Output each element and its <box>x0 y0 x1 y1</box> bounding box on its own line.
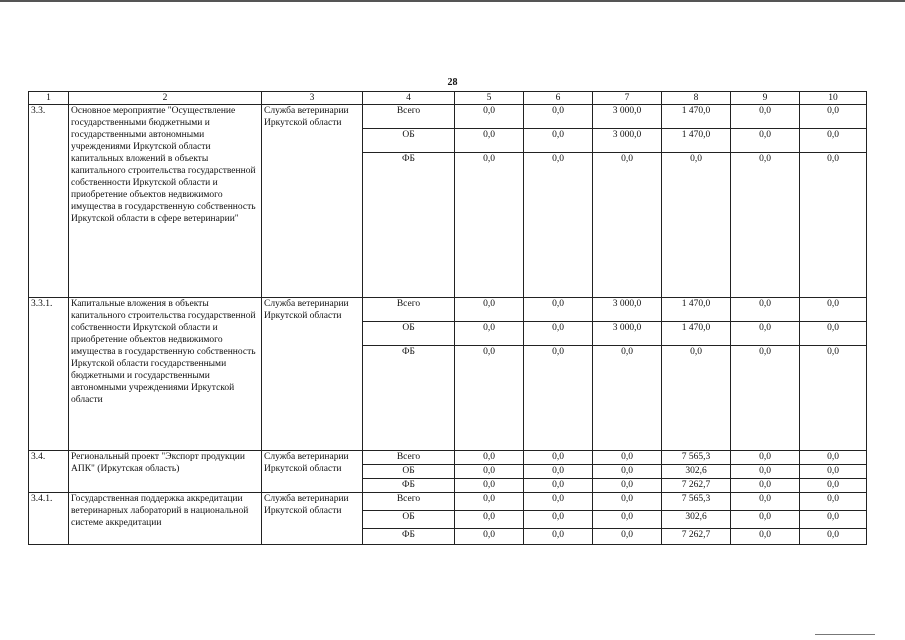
funding-amount: 0,0 <box>593 529 662 545</box>
funding-amount: 0,0 <box>524 451 593 465</box>
funding-amount: 302,6 <box>662 511 731 529</box>
funding-amount: 0,0 <box>524 529 593 545</box>
funding-amount: 1 470,0 <box>662 105 731 129</box>
funding-amount: 0,0 <box>731 493 800 511</box>
funding-amount: 0,0 <box>731 105 800 129</box>
funding-amount: 0,0 <box>800 129 867 153</box>
funding-source: ОБ <box>363 129 455 153</box>
funding-amount: 7 262,7 <box>662 529 731 545</box>
funding-amount: 0,0 <box>455 129 524 153</box>
financing-table <box>28 91 867 545</box>
funding-amount: 0,0 <box>455 465 524 479</box>
funding-amount: 0,0 <box>800 479 867 493</box>
funding-source: Всего <box>363 298 455 322</box>
item-number: 3.4. <box>29 451 69 493</box>
funding-amount: 0,0 <box>524 129 593 153</box>
funding-amount: 0,0 <box>800 465 867 479</box>
funding-amount: 0,0 <box>800 298 867 322</box>
funding-amount: 0,0 <box>455 479 524 493</box>
funding-amount: 7 565,3 <box>662 451 731 465</box>
funding-amount: 0,0 <box>800 153 867 298</box>
column-number: 4 <box>363 92 455 105</box>
funding-amount: 3 000,0 <box>593 129 662 153</box>
responsible-executor: Служба ветеринарии Иркутской области <box>262 298 363 451</box>
responsible-executor: Служба ветеринарии Иркутской области <box>262 493 363 545</box>
table-row <box>29 493 867 511</box>
column-number: 7 <box>593 92 662 105</box>
funding-amount: 0,0 <box>800 529 867 545</box>
page-number: 28 <box>447 77 458 88</box>
funding-amount: 0,0 <box>593 493 662 511</box>
funding-amount: 0,0 <box>731 479 800 493</box>
column-number: 10 <box>800 92 867 105</box>
responsible-executor: Служба ветеринарии Иркутской области <box>262 451 363 493</box>
item-number: 3.4.1. <box>29 493 69 545</box>
funding-amount: 0,0 <box>800 346 867 451</box>
funding-source: Всего <box>363 493 455 511</box>
funding-amount: 0,0 <box>524 465 593 479</box>
column-number: 8 <box>662 92 731 105</box>
funding-amount: 0,0 <box>455 511 524 529</box>
funding-amount: 0,0 <box>731 322 800 346</box>
funding-amount: 0,0 <box>731 298 800 322</box>
funding-amount: 0,0 <box>524 493 593 511</box>
column-number: 2 <box>69 92 262 105</box>
funding-amount: 0,0 <box>455 153 524 298</box>
funding-amount: 3 000,0 <box>593 105 662 129</box>
funding-amount: 0,0 <box>800 451 867 465</box>
funding-source: ФБ <box>363 529 455 545</box>
funding-amount: 0,0 <box>662 346 731 451</box>
funding-amount: 0,0 <box>731 529 800 545</box>
funding-source: ОБ <box>363 511 455 529</box>
funding-amount: 1 470,0 <box>662 322 731 346</box>
item-number: 3.3. <box>29 105 69 298</box>
column-number: 1 <box>29 92 69 105</box>
funding-amount: 0,0 <box>455 105 524 129</box>
funding-amount: 7 262,7 <box>662 479 731 493</box>
table-row <box>29 451 867 465</box>
funding-source: ФБ <box>363 479 455 493</box>
funding-amount: 0,0 <box>731 511 800 529</box>
item-name: Основное мероприятие "Осуществление государственными бюджетными и государственными автономными учреждениями Иркутской области капитальных вложений в объекты капитального строительства государственной собственности Иркутской области и приобретение объектов недвижимого имущества в государственную собственность Иркутской области в сфере ветеринарии" <box>69 105 262 298</box>
funding-amount: 0,0 <box>455 322 524 346</box>
funding-amount: 0,0 <box>524 511 593 529</box>
funding-amount: 0,0 <box>524 105 593 129</box>
funding-amount: 0,0 <box>731 346 800 451</box>
funding-amount: 1 470,0 <box>662 298 731 322</box>
table-body <box>29 92 867 545</box>
funding-amount: 0,0 <box>593 346 662 451</box>
column-number: 5 <box>455 92 524 105</box>
funding-amount: 0,0 <box>593 511 662 529</box>
funding-source: ОБ <box>363 465 455 479</box>
funding-amount: 0,0 <box>593 451 662 465</box>
item-name: Региональный проект "Экспорт продукции АПК" (Иркутская область) <box>69 451 262 493</box>
funding-amount: 0,0 <box>524 298 593 322</box>
funding-amount: 0,0 <box>731 465 800 479</box>
funding-amount: 0,0 <box>524 346 593 451</box>
funding-amount: 0,0 <box>731 129 800 153</box>
scan-artifact-line <box>815 634 875 635</box>
table-row <box>29 105 867 129</box>
column-number: 3 <box>262 92 363 105</box>
item-name: Государственная поддержка аккредитации ветеринарных лабораторий в национальной системе аккредитации <box>69 493 262 545</box>
funding-amount: 0,0 <box>800 105 867 129</box>
funding-source: Всего <box>363 105 455 129</box>
funding-amount: 0,0 <box>800 511 867 529</box>
funding-amount: 0,0 <box>662 153 731 298</box>
item-name: Капитальные вложения в объекты капитального строительства государственной собственности Иркутской области и приобретение объектов недвижимого имущества в государственную собственность Иркутской области государственными бюджетными и государственными автономными учреждениями Иркутской области <box>69 298 262 451</box>
funding-amount: 0,0 <box>455 529 524 545</box>
table-row <box>29 298 867 322</box>
responsible-executor: Служба ветеринарии Иркутской области <box>262 105 363 298</box>
funding-amount: 0,0 <box>455 493 524 511</box>
page-top-border <box>0 0 905 2</box>
funding-amount: 7 565,3 <box>662 493 731 511</box>
funding-amount: 0,0 <box>800 493 867 511</box>
column-number-row <box>29 92 867 105</box>
funding-amount: 0,0 <box>455 298 524 322</box>
funding-amount: 0,0 <box>800 322 867 346</box>
column-number: 6 <box>524 92 593 105</box>
funding-amount: 0,0 <box>524 479 593 493</box>
funding-amount: 0,0 <box>455 346 524 451</box>
funding-amount: 0,0 <box>731 451 800 465</box>
funding-amount: 3 000,0 <box>593 322 662 346</box>
funding-amount: 0,0 <box>731 153 800 298</box>
funding-amount: 302,6 <box>662 465 731 479</box>
funding-amount: 0,0 <box>593 479 662 493</box>
item-number: 3.3.1. <box>29 298 69 451</box>
funding-amount: 0,0 <box>455 451 524 465</box>
column-number: 9 <box>731 92 800 105</box>
funding-amount: 0,0 <box>593 465 662 479</box>
funding-amount: 3 000,0 <box>593 298 662 322</box>
funding-amount: 0,0 <box>524 322 593 346</box>
funding-source: ОБ <box>363 322 455 346</box>
funding-source: ФБ <box>363 153 455 298</box>
funding-amount: 0,0 <box>593 153 662 298</box>
funding-source: Всего <box>363 451 455 465</box>
funding-amount: 0,0 <box>524 153 593 298</box>
funding-source: ФБ <box>363 346 455 451</box>
funding-amount: 1 470,0 <box>662 129 731 153</box>
